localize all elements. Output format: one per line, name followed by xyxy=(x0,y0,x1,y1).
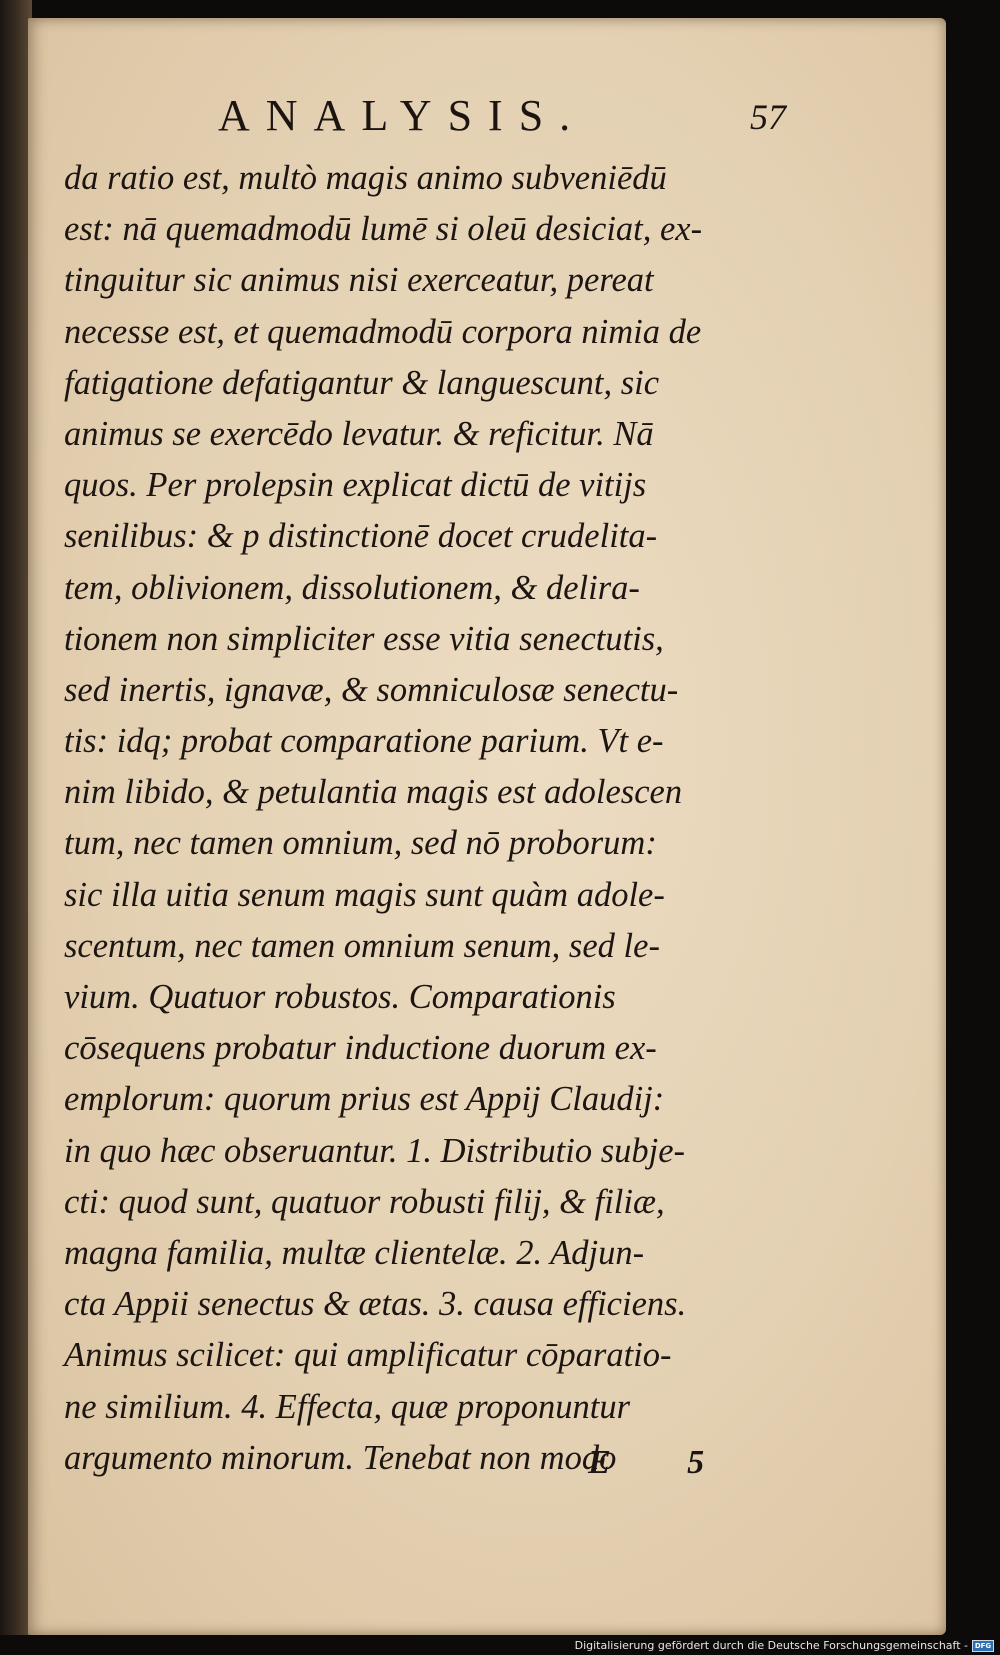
dfg-credit-text: Digitalisierung gefördert durch die Deutsche Forschungsgemeinschaft - xyxy=(574,1639,968,1652)
book-page xyxy=(28,18,946,1635)
running-head xyxy=(28,90,946,150)
dfg-logo-icon: DFG xyxy=(972,1640,994,1652)
text-line: vium. Quatuor robustos. Comparationis xyxy=(64,978,616,1016)
text-line: animus se exercēdo levatur. & reficitur. Nā xyxy=(64,414,654,453)
text-line: in quo hæc obseruantur. 1. Distributio subje- xyxy=(64,1131,686,1170)
text-line: tionem non simpliciter esse vitia senectutis, xyxy=(64,619,664,658)
text-line: cta Appii senectus & ætas. 3. causa efficiens. xyxy=(64,1285,687,1324)
text-line: tis: idq; probat comparatione parium. Vt e- xyxy=(64,722,664,761)
text-line: senilibus: & p distinctionē docet crudelita- xyxy=(64,517,658,556)
text-line: tem, oblivionem, dissolutionem, & delira- xyxy=(64,568,640,607)
text-line: tum, nec tamen omnium, sed nō proborum: xyxy=(64,824,657,863)
text-line: da ratio est, multò magis animo subveniēdū xyxy=(64,159,667,197)
text-line: Animus scilicet: qui amplificatur cōparatio- xyxy=(64,1336,672,1375)
text-line: tinguitur sic animus nisi exerceatur, pereat xyxy=(64,261,654,300)
text-line: cōsequens probatur inductione duorum ex- xyxy=(64,1029,657,1068)
text-line: nim libido, & petulantia magis est adolescen xyxy=(64,773,683,812)
text-line: sed inertis, ignavæ, & somniculosæ senectu- xyxy=(64,670,679,709)
text-line: ne similium. 4. Effecta, quæ proponuntur xyxy=(64,1387,631,1426)
text-line: sic illa uitia senum magis sunt quàm adole- xyxy=(64,875,665,914)
text-line: argumento minorum. Tenebat non modo xyxy=(64,1438,617,1477)
signature-mark: E 5 xyxy=(588,1444,739,1481)
text-line: fatigatione defatigantur & languescunt, sic xyxy=(64,363,660,402)
text-line: scentum, nec tamen omnium senum, sed le- xyxy=(64,926,660,965)
text-line: est: nā quemadmodū lumē si oleū desiciat, ex- xyxy=(64,210,703,249)
running-head-title: ANALYSIS. xyxy=(218,91,587,140)
text-line: emplorum: quorum prius est Appij Claudij: xyxy=(64,1080,665,1119)
text-line: quos. Per prolepsin explicat dictū de vitijs xyxy=(64,466,647,505)
body-text xyxy=(64,153,824,1484)
text-line: magna familia, multæ clientelæ. 2. Adjun- xyxy=(64,1233,645,1272)
text-line: necesse est, et quemadmodū corpora nimia de xyxy=(64,312,702,351)
dfg-footer-bar xyxy=(0,1635,1000,1655)
text-line: cti: quod sunt, quatuor robusti filij, & filiæ, xyxy=(64,1182,665,1221)
page-number: 57 xyxy=(750,97,786,137)
